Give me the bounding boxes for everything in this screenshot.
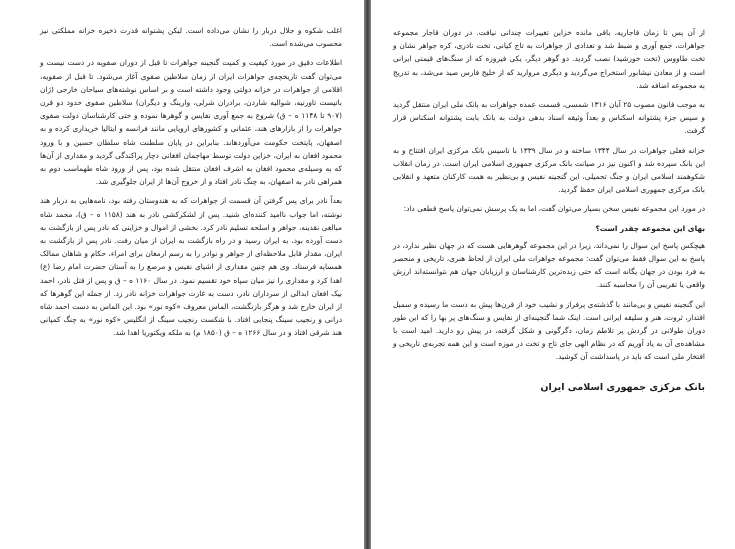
right-paragraph-7: این گنجینه نفیس و بی‌مانند با گذشته‌ی پرفراز و نشیب خود از قرن‌ها پیش به دست ما رسیده و سمبل اقتدار، ثروت، هنر و سلیقه ایرانی است. اینک شما گنجینه‌ای از نفایس و سنگ‌های پر بها را که این طور دوران طولانی در گردش پر تلاطم زمان، دگرگونی و شکل گرفته، در پیش رو دارید. امید است با مشاهده‌ی آن به یاد آوریم که در نظام الهی جای تاج و تخت در موزه است و این همه تجربه‌ی تاریخی و افتخار ملی است که باید در پاسداشت آن کوشید. (393, 299, 705, 362)
right-paragraph-4: در مورد این مجموعه نفیس سخن بسیار می‌توان گفت، اما به یک پرسش نمی‌توان پاسخ قطعی داد: (403, 204, 705, 214)
right-paragraph-3: خزانه فعلی جواهرات در سال ۱۳۴۴ ساخته و در سال ۱۳۳۹ با تاسیس بانک مرکزی ایران افتتاح و به این بانک سپرده شد و اکنون نیز در صیانت بانک مرکزی جمهوری اسلامی ایران است. در زمان انقلاب شکوهمند اسلامی ایران و جنگ تحمیلی، این گنجینه نفیس و بی‌نظیر به همت کارکنان متعهد و انقلابی بانک مرکزی جمهوری اسلامی ایران حفظ گردید. (393, 145, 705, 195)
left-page (0, 0, 364, 549)
right-page (371, 0, 735, 549)
right-paragraph-2: به موجب قانون مصوب ۲۵ آبان ۱۳۱۶ شمسی، قسمت عمده جواهرات به بانک ملی ایران منتقل گردید و سپس جزء پشتوانه اسکناس و بعداً وثیقه اسناد بدهی دولت به بانک بابت پشتوانه اسکناس قرار گرفت. (393, 100, 705, 136)
left-paragraph-2: اطلاعات دقیق در مورد کیفیت و کمیت گنجینه جواهرات تا قبل از دوران صفویه در دست نیست و می‌توان گفت تاریخچه‌ی جواهرات ایران از زمان سلاطین صفوی آغاز می‌شود. تا قبل از صفویه، اقلامی از جواهرات در خزانه دولتی وجود داشته است و بر اساس نوشته‌های سیاحان خارجی (ژان باتیست تاورنیه، شوالیه شاردن، برادران شرلی، وارینگ و دیگران) سلاطین صفوی حدود دو قرن (۹۰۷ تا ۱۱۴۸ ه – ق) شروع به جمع آوری نفایس و گوهرها نموده و حتی کارشناسان دولت صفوی جواهرات را از بازارهای هند، عثمانی و کشورهای اروپایی مانند فرانسه و ایتالیا خریداری کرده و به اصفهان، پایتخت حکومت می‌آوردهاند. بنابراین در پایان سلطنت شاه سلطان حسین و با ورود محمود افغان به ایران، خزاین دولت توسط مهاجمان افغانی دچار پراکندگی گردید و مقداری از آن‌ها که به وسیله‌ی محمود افغان به اشرف افغان منتقل شده بود، پس از ورود شاه طهماسب دوم به همراهی نادر به اصفهان، به چنگ نادر افتاد و از خروج آن‌ها از ایران جلوگیری شد. (40, 58, 342, 187)
left-paragraph-3: بعداً نادر برای پس گرفتن آن قسمت از جواهرات که به هندوستان رفته بود، نامه‌هایی به دربار هند نوشته، اما جواب ناامید کننده‌ای شنید. پس از لشکرکشی نادر به هند (۱۱۵۸ ه – ق)، محمد شاه مبالغی نقدینه، جواهر و اسلحه تسلیم نادر کرد. بخشی از اموال و خزاینی که نادر پس از بازگشت به دست آورده بود، به ایران رسید و در راه بازگشت به ایران از میان رفت. نادر پس از بازگشت به ایران، مقدار قابل ملاحظه‌ای از جواهر و نوادر را به رسم ارمغان برای امراء، حکام و شاهان ممالک همسایه فرستاد. وی هم چنین مقداری از اشیای نفیس و مرصع را به آستان حضرت امام رضا (ع) اهدا کرد و مقداری را نیز میان سپاه خود تقسیم نمود. در سال ۱۱۶۰ ه – ق و پس از قتل نادر، احمد بیک افغان ابدالی از سرداران نادر، دست به غارت جواهرات خزانه نادر زد. از جمله این گوهرها که از ایران خارج شد و هرگز بازنگشت، الماس معروف «کوه نور» بود. این الماس به دست احمد شاه درانی و رنجیب سینگ پنجابی افتاد. با شکست رنجیب سینگ از انگلیس «کوه نور» به چنگ کمپانی هند شرقی افتاد و در سال ۱۲۶۶ ه – ق (۱۸۵۰ م) به ملکه ویکتوریا اهدا شد. (40, 196, 342, 338)
section-title: بانک مرکزی جمهوری اسلامی ایران (540, 381, 705, 393)
right-paragraph-6: هیچکس پاسخ این سوال را نمی‌داند، زیرا در این مجموعه گوهرهایی هست که در جهان نظیر ندارد، در پاسخ به این سوال فقط می‌توان گفت: مجموعه جواهرات ملی ایران از لحاظ هنری، تاریخی و منحصر به فرد بودن در جهان یگانه است که حتی زبده‌ترین کارشناسان و ارزیابان جهان هم نتوانسته‌اند ارزش واقعی یا تقریبی آن را محاسبه کنند. (393, 240, 705, 290)
book-gutter (364, 0, 371, 549)
right-paragraph-1: از آن پس تا زمان قاجاریه، باقی مانده خزاین تغییرات چندانی نیافت. در دوران قاجار مجموعه جواهرات، جمع آوری و ضبط شد و تعدادی از جواهرات به تاج کیانی، تخت نادری، کره جواهر نشان و تخت طاووس (تخت خورشید) نصب گردید. دو گوهر دیگر، یکی فیروزه که از سنگ‌های قیمتی ایرانی است و از معادن نیشابور استخراج می‌گردید و دیگری مروارید که از خلیج فارس صید می‌شد، به تدریج به مجموعه اضافه شد. (393, 28, 705, 90)
left-paragraph-1: اغلب شکوه و جلال دربار را نشان می‌داده است. لیکن پشتوانه قدرت ذخیره خزانه مملکتی نیز محسوب می‌شده است. (40, 26, 342, 49)
right-question: بهای این مجموعه چقدر است؟ (595, 223, 705, 233)
